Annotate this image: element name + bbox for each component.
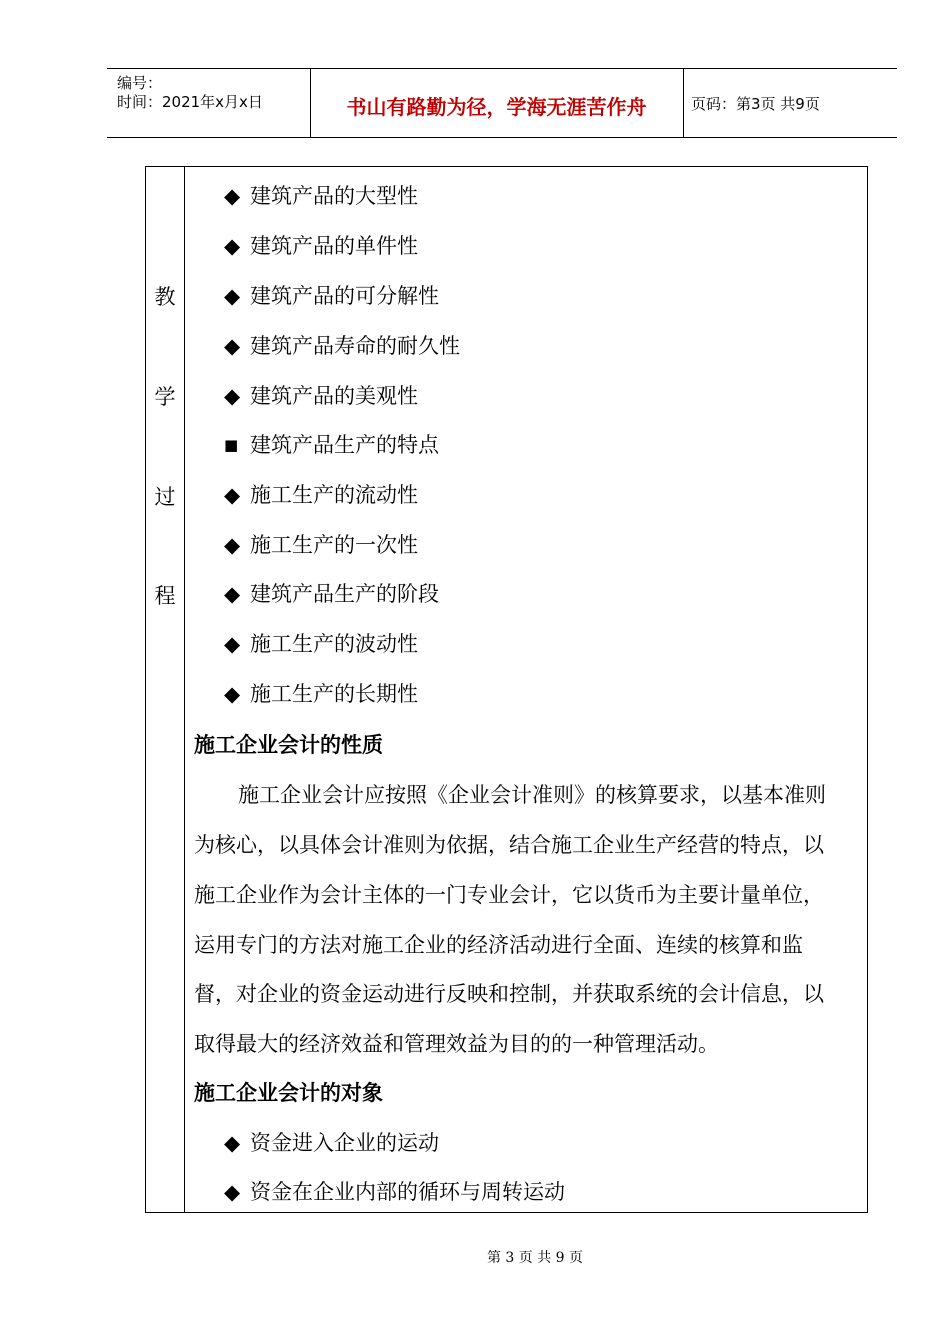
list-item-text: 施工生产的波动性 bbox=[250, 632, 418, 656]
square-bullet-icon: ■ bbox=[224, 436, 239, 454]
diamond-bullet-icon: ◆ bbox=[224, 234, 241, 258]
paragraph-line: 取得最大的经济效益和管理效益为目的的一种管理活动。 bbox=[194, 1032, 719, 1056]
list-item-text: 建筑产品生产的阶段 bbox=[250, 582, 439, 606]
diamond-bullet-icon: ◆ bbox=[224, 284, 241, 308]
diamond-bullet-icon: ◆ bbox=[224, 582, 241, 606]
paragraph-line: 为核心，以具体会计准则为依据，结合施工企业生产经营的特点，以 bbox=[194, 833, 824, 857]
list-item-text: 建筑产品寿命的耐久性 bbox=[250, 334, 460, 358]
list-item bbox=[224, 280, 439, 310]
diamond-bullet-icon: ◆ bbox=[224, 1131, 241, 1155]
list-item-text: 资金在企业内部的循环与周转运动 bbox=[250, 1180, 565, 1204]
page-info: 页码：第3页 共9页 bbox=[691, 95, 820, 113]
diamond-bullet-icon: ◆ bbox=[224, 682, 241, 706]
number-label: 编号： bbox=[117, 74, 163, 92]
list-item bbox=[224, 578, 439, 608]
section-label-column bbox=[146, 167, 185, 1212]
list-item bbox=[224, 529, 418, 559]
section-label-char: 教 bbox=[154, 285, 176, 309]
list-item bbox=[224, 180, 418, 210]
list-item-text: 建筑产品的单件性 bbox=[250, 234, 418, 258]
section-heading-object: 施工企业会计的对象 bbox=[194, 1081, 383, 1105]
paragraph-line: 施工企业会计应按照《企业会计准则》的核算要求，以基本准则 bbox=[238, 783, 826, 807]
list-item-text: 建筑产品的可分解性 bbox=[250, 284, 439, 308]
diamond-bullet-icon: ◆ bbox=[224, 1180, 241, 1204]
list-item-square bbox=[224, 429, 439, 459]
header-left-cell bbox=[107, 69, 311, 137]
section-heading-nature: 施工企业会计的性质 bbox=[194, 733, 383, 757]
diamond-bullet-icon: ◆ bbox=[224, 334, 241, 358]
diamond-bullet-icon: ◆ bbox=[224, 384, 241, 408]
list-item-text: 建筑产品生产的特点 bbox=[250, 433, 439, 457]
motto-text: 书山有路勤为径，学海无涯苦作舟 bbox=[346, 95, 647, 119]
header-motto-cell bbox=[310, 69, 684, 137]
diamond-bullet-icon: ◆ bbox=[224, 632, 241, 656]
list-item-text: 施工生产的长期性 bbox=[250, 682, 418, 706]
lesson-content bbox=[184, 167, 867, 1212]
list-item bbox=[224, 1176, 565, 1206]
section-label-char: 过 bbox=[154, 485, 176, 509]
list-item bbox=[224, 380, 418, 410]
list-item bbox=[224, 479, 418, 509]
list-item bbox=[224, 330, 460, 360]
paragraph-line: 运用专门的方法对施工企业的经济活动进行全面、连续的核算和监 bbox=[194, 933, 803, 957]
header-page-cell bbox=[683, 69, 897, 137]
list-item bbox=[224, 1127, 439, 1157]
paragraph-line: 督，对企业的资金运动进行反映和控制，并获取系统的会计信息，以 bbox=[194, 982, 824, 1006]
list-item-text: 建筑产品的美观性 bbox=[250, 384, 418, 408]
list-item-text: 资金进入企业的运动 bbox=[250, 1131, 439, 1155]
list-item-text: 施工生产的流动性 bbox=[250, 483, 418, 507]
list-item bbox=[224, 678, 418, 708]
lesson-table bbox=[145, 166, 868, 1213]
diamond-bullet-icon: ◆ bbox=[224, 533, 241, 557]
list-item bbox=[224, 230, 418, 260]
page-footer: 第 3 页 共 9 页 bbox=[486, 1250, 584, 1266]
diamond-bullet-icon: ◆ bbox=[224, 483, 241, 507]
section-label-char: 程 bbox=[154, 584, 176, 608]
list-item-text: 建筑产品的大型性 bbox=[250, 184, 418, 208]
diamond-bullet-icon: ◆ bbox=[224, 184, 241, 208]
list-item bbox=[224, 628, 418, 658]
paragraph-line: 施工企业作为会计主体的一门专业会计，它以货币为主要计量单位， bbox=[194, 883, 824, 907]
section-label-char: 学 bbox=[154, 385, 176, 409]
list-item-text: 施工生产的一次性 bbox=[250, 533, 418, 557]
time-label: 时间：2021年x月x日 bbox=[117, 93, 263, 111]
page-header bbox=[107, 68, 897, 138]
